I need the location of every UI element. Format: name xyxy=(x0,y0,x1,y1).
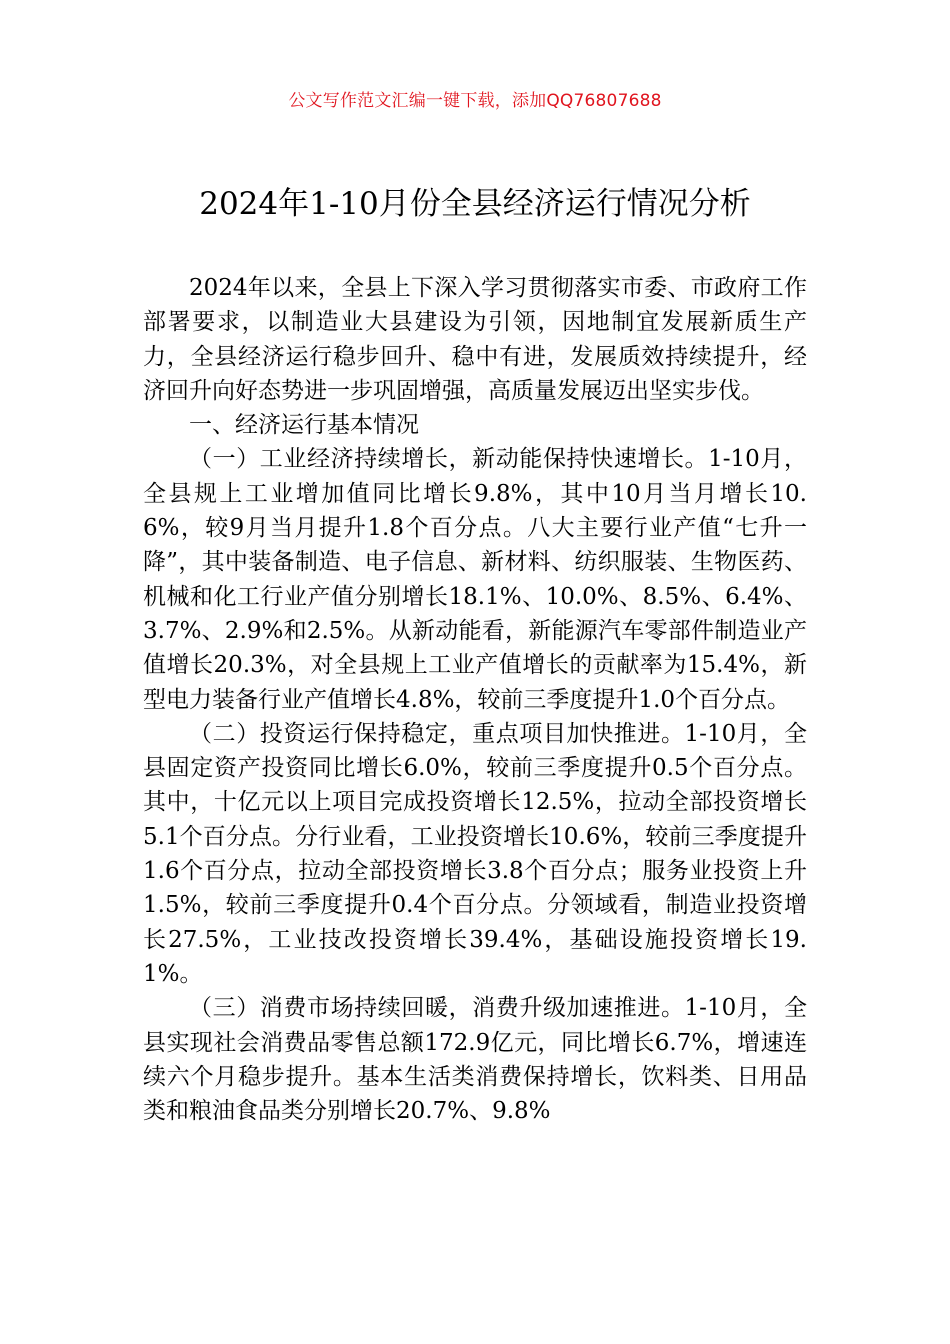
document-title: 2024年1-10月份全县经济运行情况分析 xyxy=(199,186,751,222)
consumption-paragraph: （三）消费市场持续回暖，消费升级加速推进。1-10月，全县实现社会消费品零售总额172.9亿元，同比增长6.7%，增速连续六个月稳步提升。基本生活类消费保持增长，饮料类、日用品类和粮油食品类分别增长20.7%、9.8% xyxy=(143,995,807,1125)
download-promo-note: 公文写作范文汇编一键下载，添加QQ76807688 xyxy=(288,91,662,111)
industry-paragraph: （一）工业经济持续增长，新动能保持快速增长。1-10月，全县规上工业增加值同比增长9.8%，其中10月当月增长10.6%，较9月当月提升1.8个百分点。八大主要行业产值“七升一降”，其中装备制造、电子信息、新材料、纺织服装、生物医药、机械和化工行业产值分别增长18.1%、10.0%、8.5%、6.4%、3.7%、2.9%和2.5%。从新动能看，新能源汽车零部件制造业产值增长20.3%，对全县规上工业产值增长的贡献率为15.4%，新型电力装备行业产值增长4.8%，较前三季度提升1.0个百分点。 xyxy=(143,446,807,713)
section-heading: 一、经济运行基本情况 xyxy=(189,412,419,439)
document-body xyxy=(143,271,807,1128)
intro-paragraph: 2024年以来，全县上下深入学习贯彻落实市委、市政府工作部署要求，以制造业大县建设为引领，因地制宜发展新质生产力，全县经济运行稳步回升、稳中有进，发展质效持续提升，经济回升向好态势进一步巩固增强，高质量发展迈出坚实步伐。 xyxy=(143,275,807,404)
investment-paragraph: （二）投资运行保持稳定，重点项目加快推进。1-10月，全县固定资产投资同比增长6.0%，较前三季度提升0.5个百分点。其中，十亿元以上项目完成投资增长12.5%，拉动全部投资增长5.1个百分点。分行业看，工业投资增长10.6%，较前三季度提升1.6个百分点，拉动全部投资增长3.8个百分点；服务业投资上升1.5%，较前三季度提升0.4个百分点。分领域看，制造业投资增长27.5%，工业技改投资增长39.4%，基础设施投资增长19.1%。 xyxy=(143,720,807,987)
